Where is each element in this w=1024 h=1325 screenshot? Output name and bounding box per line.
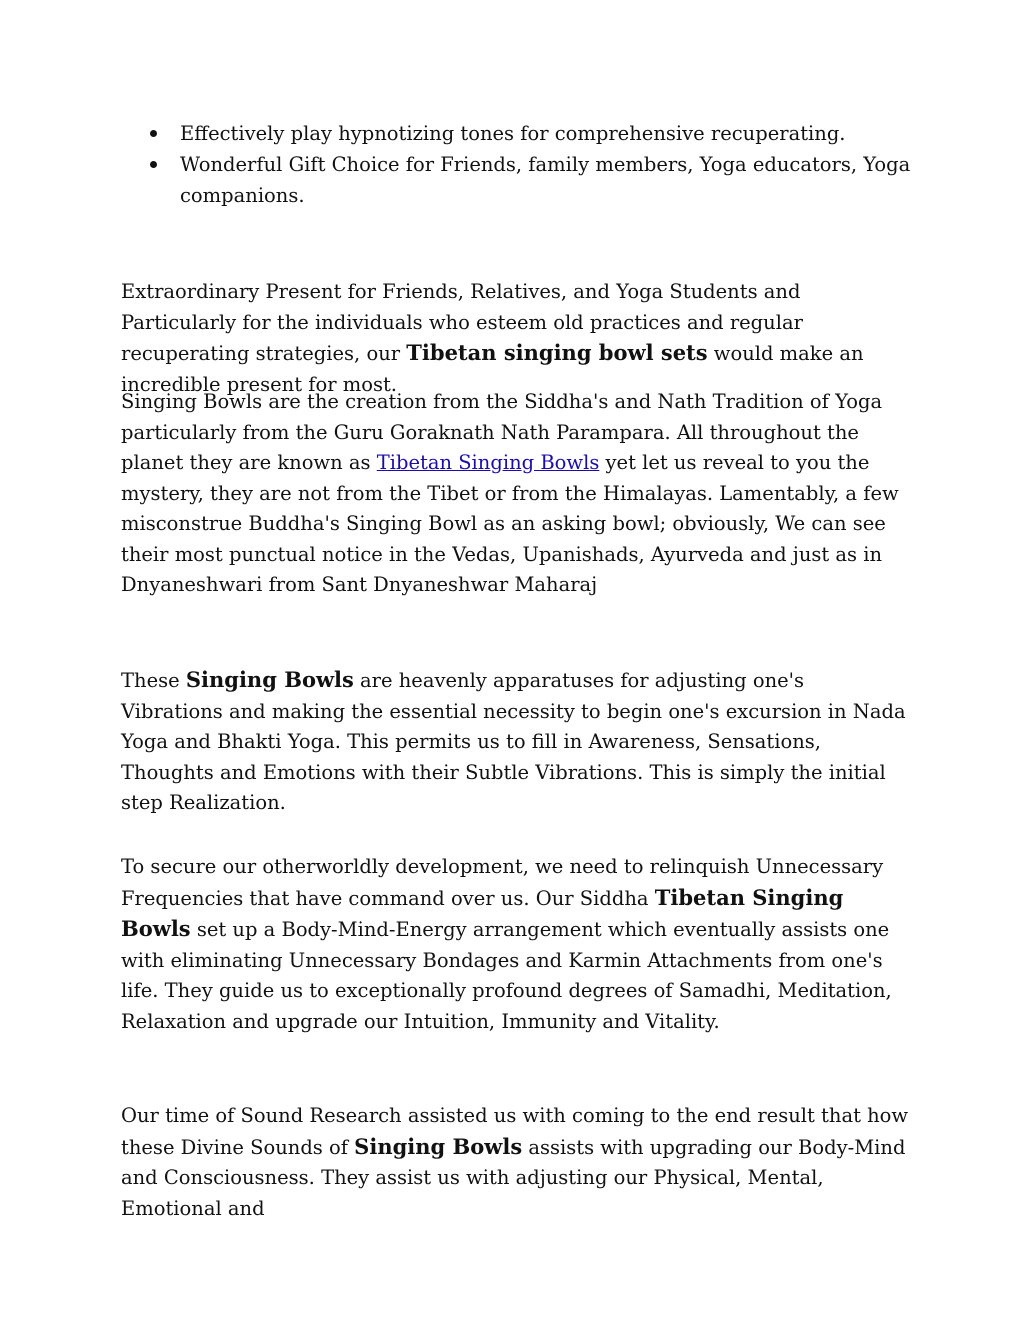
paragraph-gift [121, 277, 911, 400]
bold-phrase: Tibetan Singing Bowls [121, 884, 844, 941]
bold-phrase: Tibetan singing bowl sets [406, 340, 708, 365]
bullet-dot-icon [150, 130, 157, 137]
bullet-dot-icon [150, 161, 157, 168]
bullet-list [121, 118, 911, 211]
paragraph-text: Singing Bowls are the creation from the Siddha's and Nath Tradition of Yoga particularly from the Guru Goraknath Nath Parampara. All throughout the planet they are known as [121, 390, 883, 474]
bullet-item [121, 149, 911, 211]
paragraph-research [121, 1101, 911, 1224]
paragraph-text: would make an incredible present for most. [121, 342, 864, 396]
bold-phrase: Singing Bowls [185, 667, 354, 692]
paragraph-vibrations [121, 665, 911, 819]
paragraph-text: To secure our otherworldly development, we need to relinquish Unnecessary Frequencies that have command over us. Our Siddha [121, 855, 884, 910]
paragraph-text: set up a Body-Mind-Energy arrangement which eventually assists one with eliminating Unnecessary Bondages and Karmin Attachments from one's life. They guide us to exceptionally profound degrees of Samadhi, Meditation, Relaxation and upgrade our Intuition, Immunity and Vitality. [121, 918, 892, 1033]
paragraph-text: These [121, 669, 186, 692]
paragraph-text: are heavenly apparatuses for adjusting one's Vibrations and making the essential necessity to begin one's excursion in Nada Yoga and Bhakti Yoga. This permits us to fill in Awareness, Sensations, Thoughts and Emotions with their Subtle Vibrations. This is simply the initial step Realization. [121, 669, 906, 814]
bullet-item [121, 118, 911, 149]
tibetan-singing-bowls-link[interactable]: Tibetan Singing Bowls [376, 451, 600, 474]
paragraph-text: assists with upgrading our Body-Mind and Consciousness. They assist us with adjusting our Physical, Mental, Emotional and [121, 1135, 906, 1220]
bold-phrase: Singing Bowls [354, 1133, 523, 1159]
paragraph-text: Our time of Sound Research assisted us with coming to the end result that how these Divine Sounds of [121, 1104, 909, 1159]
bullet-text: Effectively play hypnotizing tones for comprehensive recuperating. [180, 122, 846, 145]
paragraph-development [121, 852, 911, 1037]
paragraph-text: Extraordinary Present for Friends, Relatives, and Yoga Students and Particularly for the individuals who esteem old practices and regular recuperating strategies, our [121, 280, 803, 365]
paragraph-text: yet let us reveal to you the mystery, they are not from the Tibet or from the Himalayas. Lamentably, a few misconstrue Buddha's Singing Bowl as an asking bowl; obviously, We can see their most punctual notice in the Vedas, Upanishads, Ayurveda and just as in Dnyaneshwari from Sant Dnyaneshwar Maharaj [121, 451, 899, 596]
bullet-text: Wonderful Gift Choice for Friends, family members, Yoga educators, Yoga companions. [180, 153, 911, 207]
paragraph-origin [121, 387, 911, 601]
